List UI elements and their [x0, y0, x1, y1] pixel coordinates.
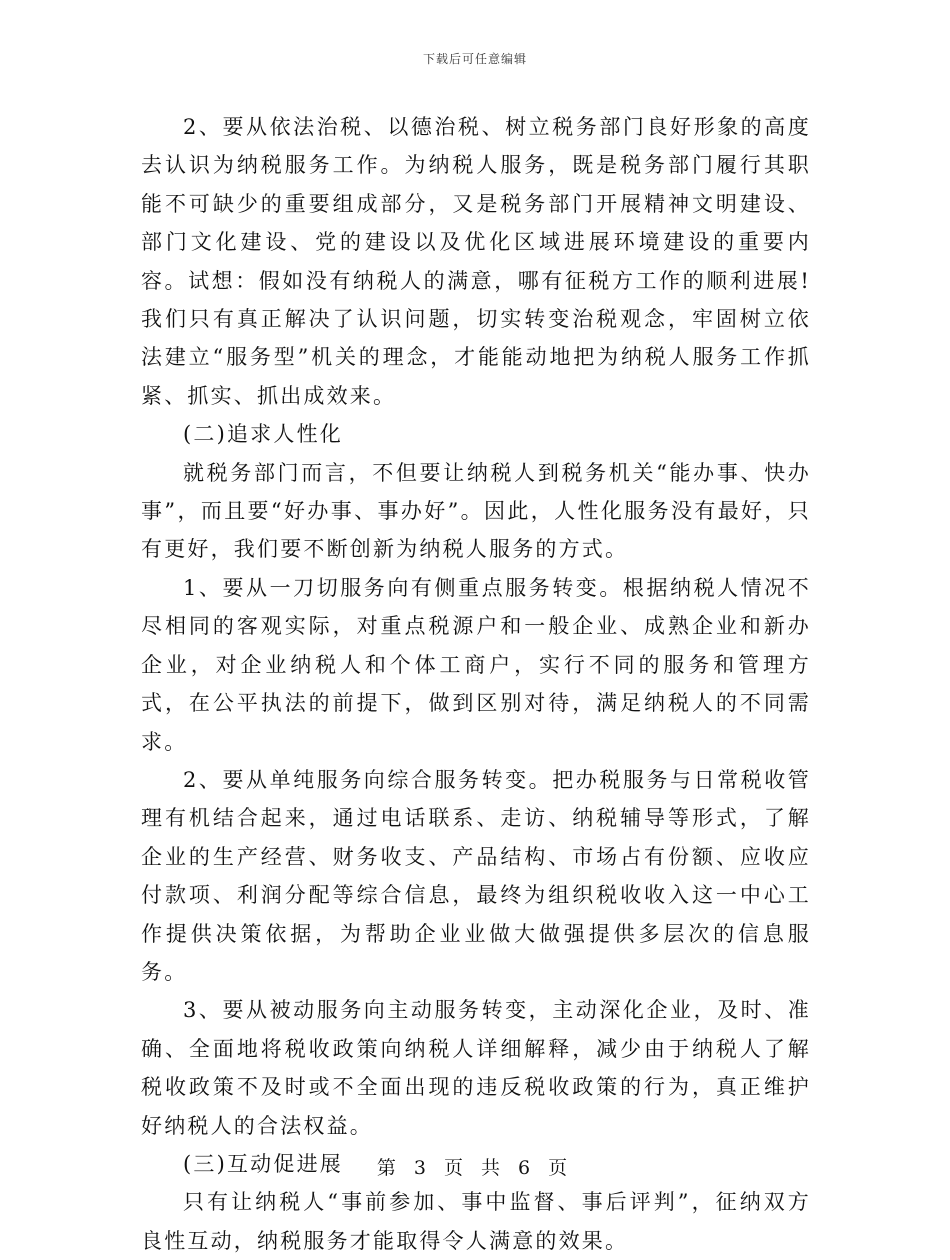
page-header: 下载后可任意编辑	[422, 52, 527, 66]
paragraph-comprehensive-service: 2、要从单纯服务向综合服务转变。把办税服务与日常税收管理有机结合起来，通过电话联系、走访、纳税辅导等形式，了解企业的生产经营、财务收支、产品结构、市场占有份额、应收应付款项、利润分配等综合信息，最终为组织税收收入这一中心工作提供决策依据，为帮助企业业做大做强提供多层次的信息服务。	[141, 767, 811, 984]
section-heading-humanization: (二)追求人性化	[183, 422, 343, 447]
paragraph-targeted-service: 1、要从一刀切服务向有侧重点服务转变。根据纳税人情况不尽相同的客观实际，对重点税源户和一般企业、成熟企业和新办企业，对企业纳税人和个体工商户，实行不同的服务和管理方式，在公平执法的前提下，做到区别对待，满足纳税人的不同需求。	[141, 575, 811, 754]
page-number-footer: 第 3 页 共 6 页	[376, 1157, 574, 1179]
paragraph-proactive-service: 3、要从被动服务向主动服务转变，主动深化企业，及时、准确、全面地将税收政策向纳税人详细解释，减少由于纳税人了解税收政策不及时或不全面出现的违反税收政策的行为，真正维护好纳税人的合法权益。	[141, 998, 811, 1138]
section-heading-interaction: (三)互动促进展	[183, 1151, 343, 1176]
paragraph-interaction-intro: 只有让纳税人“事前参加、事中监督、事后评判”，征纳双方良性互动，纳税服务才能取得令人满意的效果。	[141, 1190, 811, 1253]
paragraph-understanding: 2、要从依法治税、以德治税、树立税务部门良好形象的高度去认识为纳税服务工作。为纳税人服务，既是税务部门履行其职能不可缺少的重要组成部分，又是税务部门开展精神文明建设、部门文化建设、党的建设以及优化区域进展环境建设的重要内容。试想：假如没有纳税人的满意，哪有征税方工作的顺利进展!我们只有真正解决了认识问题，切实转变治税观念，牢固树立依法建立“服务型”机关的理念，才能能动地把为纳税人服务工作抓紧、抓实、抓出成效来。	[141, 115, 811, 408]
paragraph-humanization-intro: 就税务部门而言，不但要让纳税人到税务机关“能办事、快办事”，而且要“好办事、事办好”。因此，人性化服务没有最好，只有更好，我们要不断创新为纳税人服务的方式。	[141, 460, 811, 562]
document-body	[141, 108, 811, 1260]
